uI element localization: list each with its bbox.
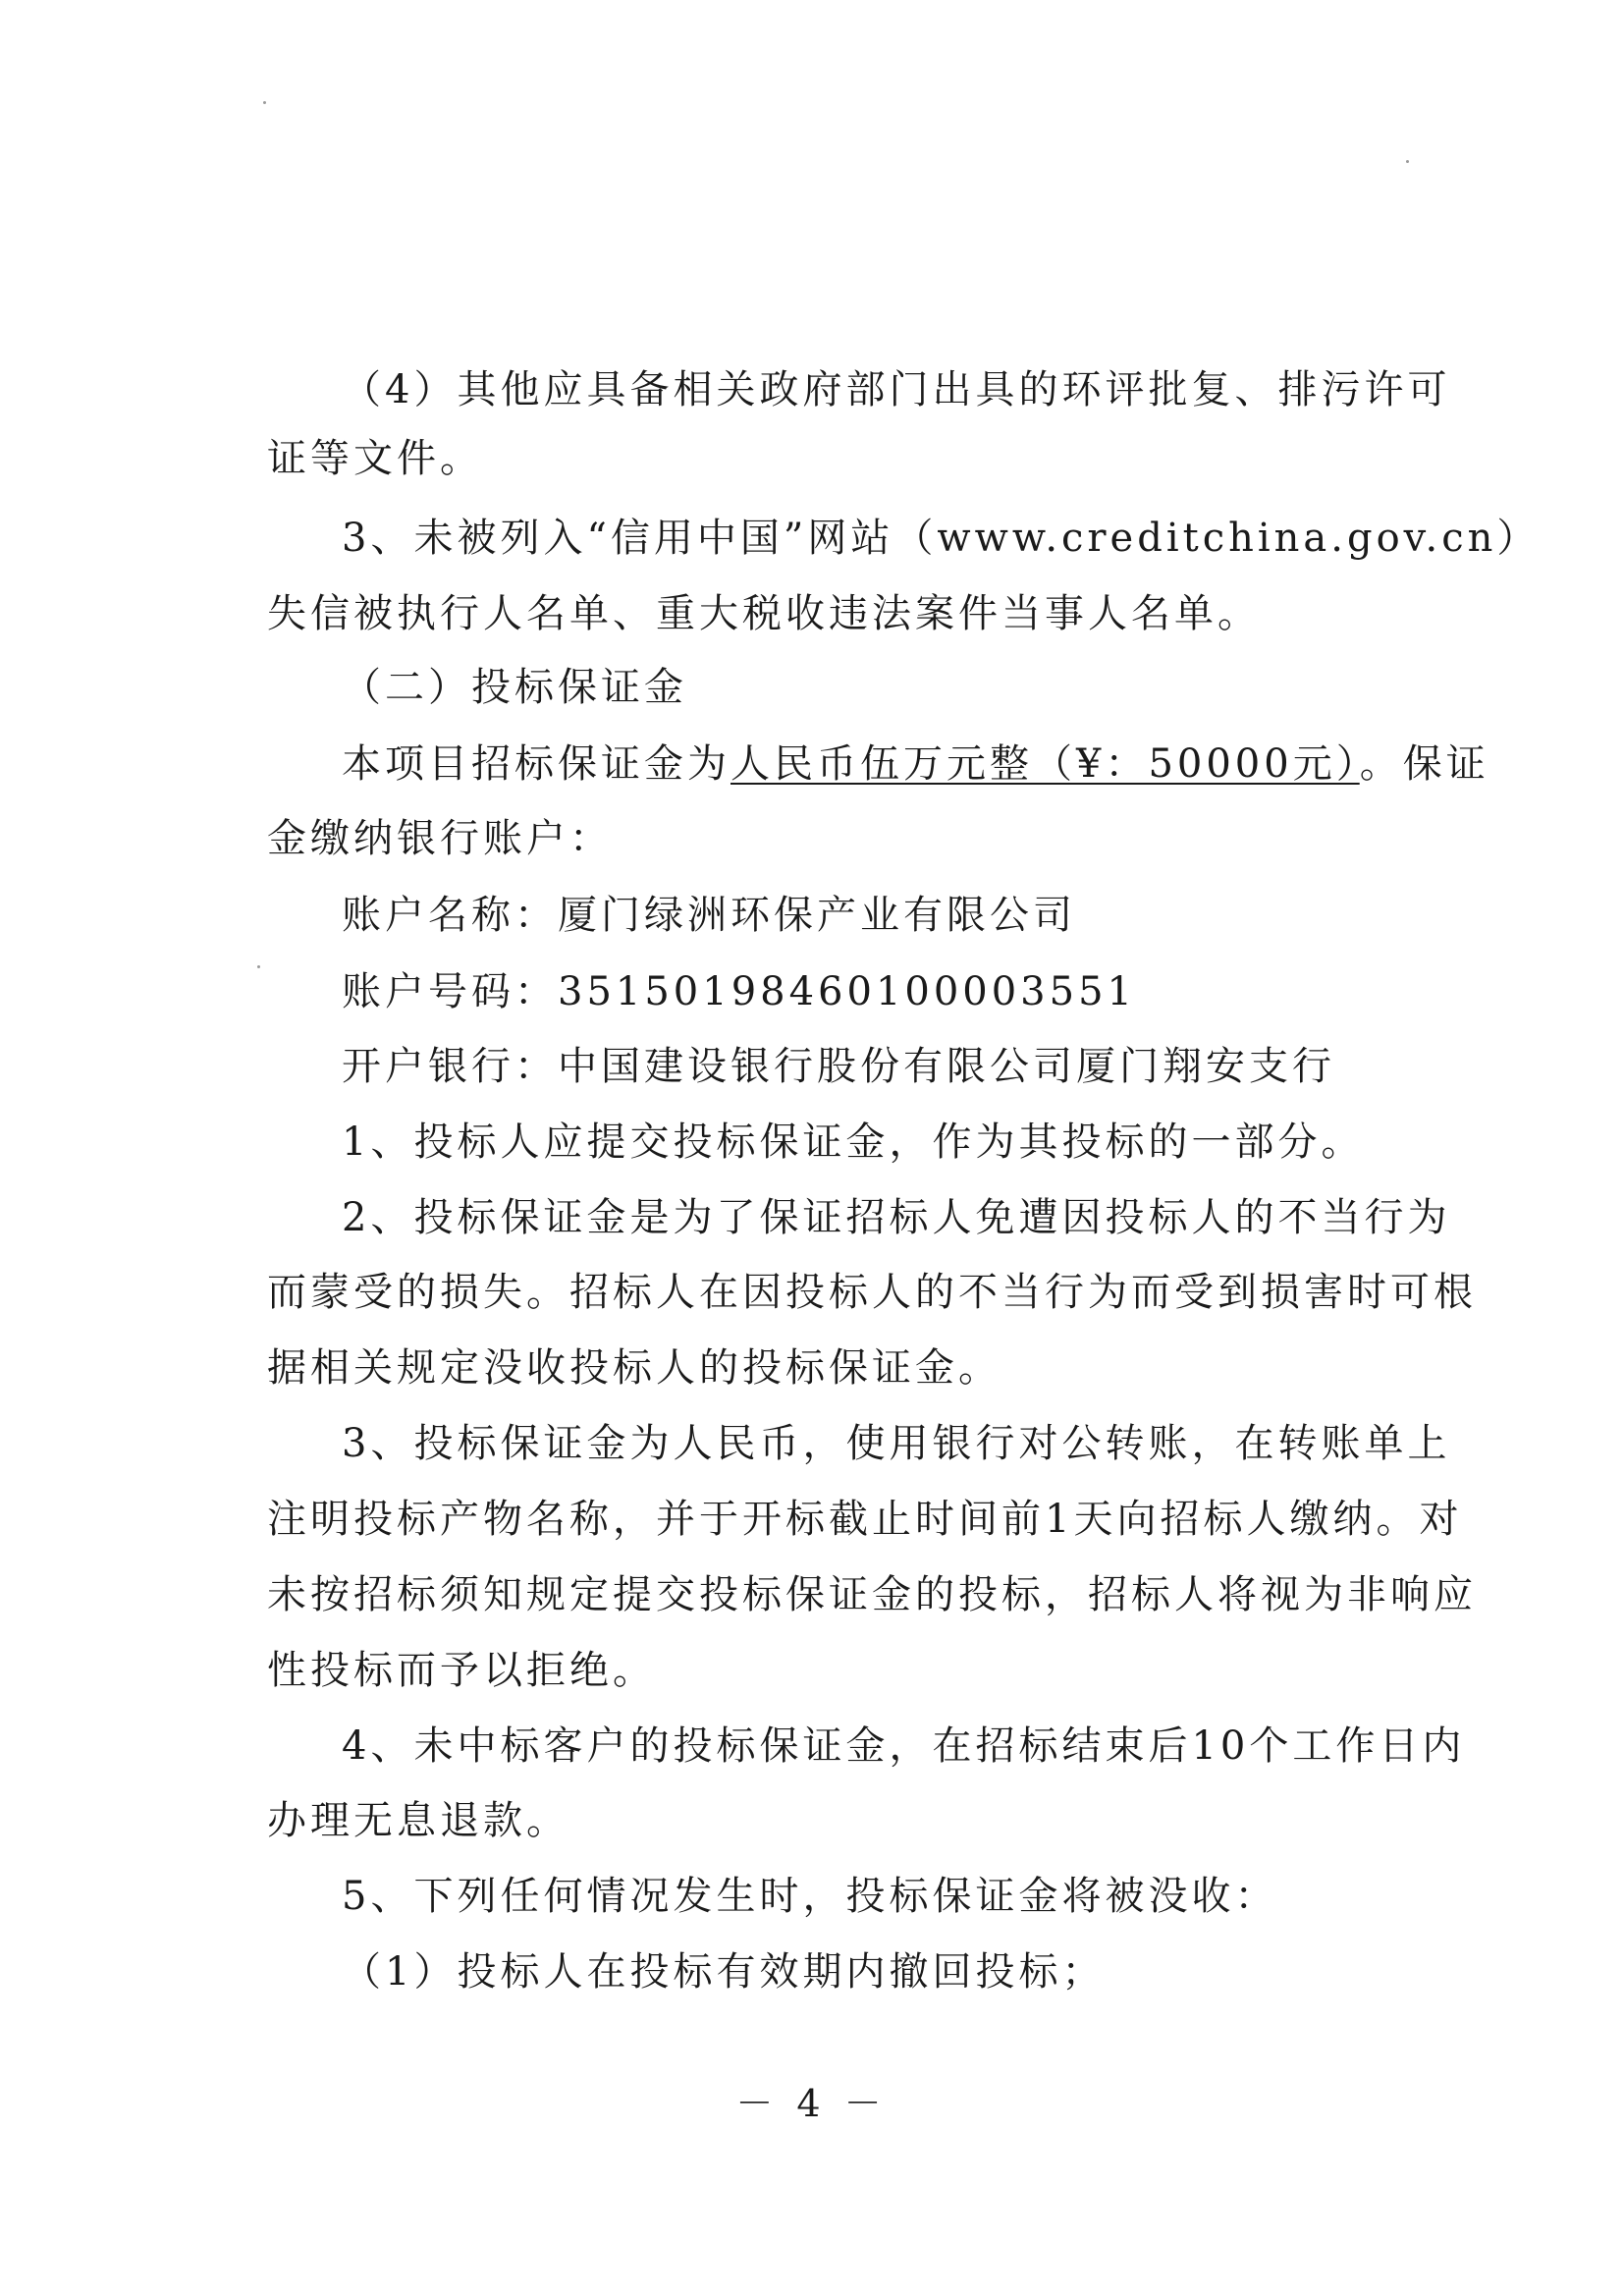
item-5: 5、下列任何情况发生时，投标保证金将被没收：: [342, 1874, 1278, 1919]
section-heading-bid-bond: （二）投标保证金: [342, 665, 687, 710]
item-2-line1: 2、投标保证金是为了保证招标人免遭因投标人的不当行为: [342, 1195, 1451, 1240]
scan-speck: [263, 101, 266, 104]
paragraph-credit-line1: 3、未被列入“信用中国”网站（www.creditchina.gov.cn）: [342, 516, 1541, 561]
item-2-line2: 而蒙受的损失。招标人在因投标人的不当行为而受到损害时可根: [267, 1270, 1477, 1315]
account-name: 账户名称：厦门绿洲环保产业有限公司: [342, 893, 1076, 938]
item-5-sub-1: （1）投标人在投标有效期内撤回投标；: [342, 1949, 1106, 1995]
deposit-amount: 人民币伍万元整（¥：50000元）: [730, 741, 1360, 787]
deposit-intro-suffix: 。保证: [1359, 741, 1489, 787]
paragraph-env-docs-line2: 证等文件。: [267, 436, 483, 481]
paragraph-env-docs-line1: （4）其他应具备相关政府部门出具的环评批复、排污许可: [342, 367, 1451, 412]
item-2-line3: 据相关规定没收投标人的投标保证金。: [267, 1345, 1001, 1391]
paragraph-deposit-line1: [342, 738, 1500, 790]
account-bank: 开户银行：中国建设银行股份有限公司厦门翔安支行: [342, 1044, 1335, 1089]
paragraph-credit-line2: 失信被执行人名单、重大税收违法案件当事人名单。: [267, 591, 1261, 636]
item-3-line3: 未按招标须知规定提交投标保证金的投标，招标人将视为非响应: [267, 1572, 1477, 1617]
paragraph-deposit-line2: 金缴纳银行账户：: [267, 816, 613, 861]
deposit-intro-prefix: 本项目招标保证金为: [342, 741, 730, 787]
scan-speck: [1406, 160, 1409, 163]
page-number: － 4 －: [735, 2082, 888, 2125]
account-number: 账户号码：35150198460100003551: [342, 969, 1136, 1014]
item-3-line4: 性投标而予以拒绝。: [267, 1648, 656, 1693]
item-1: 1、投标人应提交投标保证金，作为其投标的一部分。: [342, 1120, 1365, 1165]
item-4-line2: 办理无息退款。: [267, 1798, 569, 1843]
item-4-line1: 4、未中标客户的投标保证金，在招标结束后10个工作日内: [342, 1723, 1466, 1769]
item-3-line2: 注明投标产物名称，并于开标截止时间前1天向招标人缴纳。对: [267, 1497, 1463, 1542]
scan-speck: [257, 965, 260, 968]
item-3-line1: 3、投标保证金为人民币，使用银行对公转账，在转账单上: [342, 1421, 1451, 1466]
